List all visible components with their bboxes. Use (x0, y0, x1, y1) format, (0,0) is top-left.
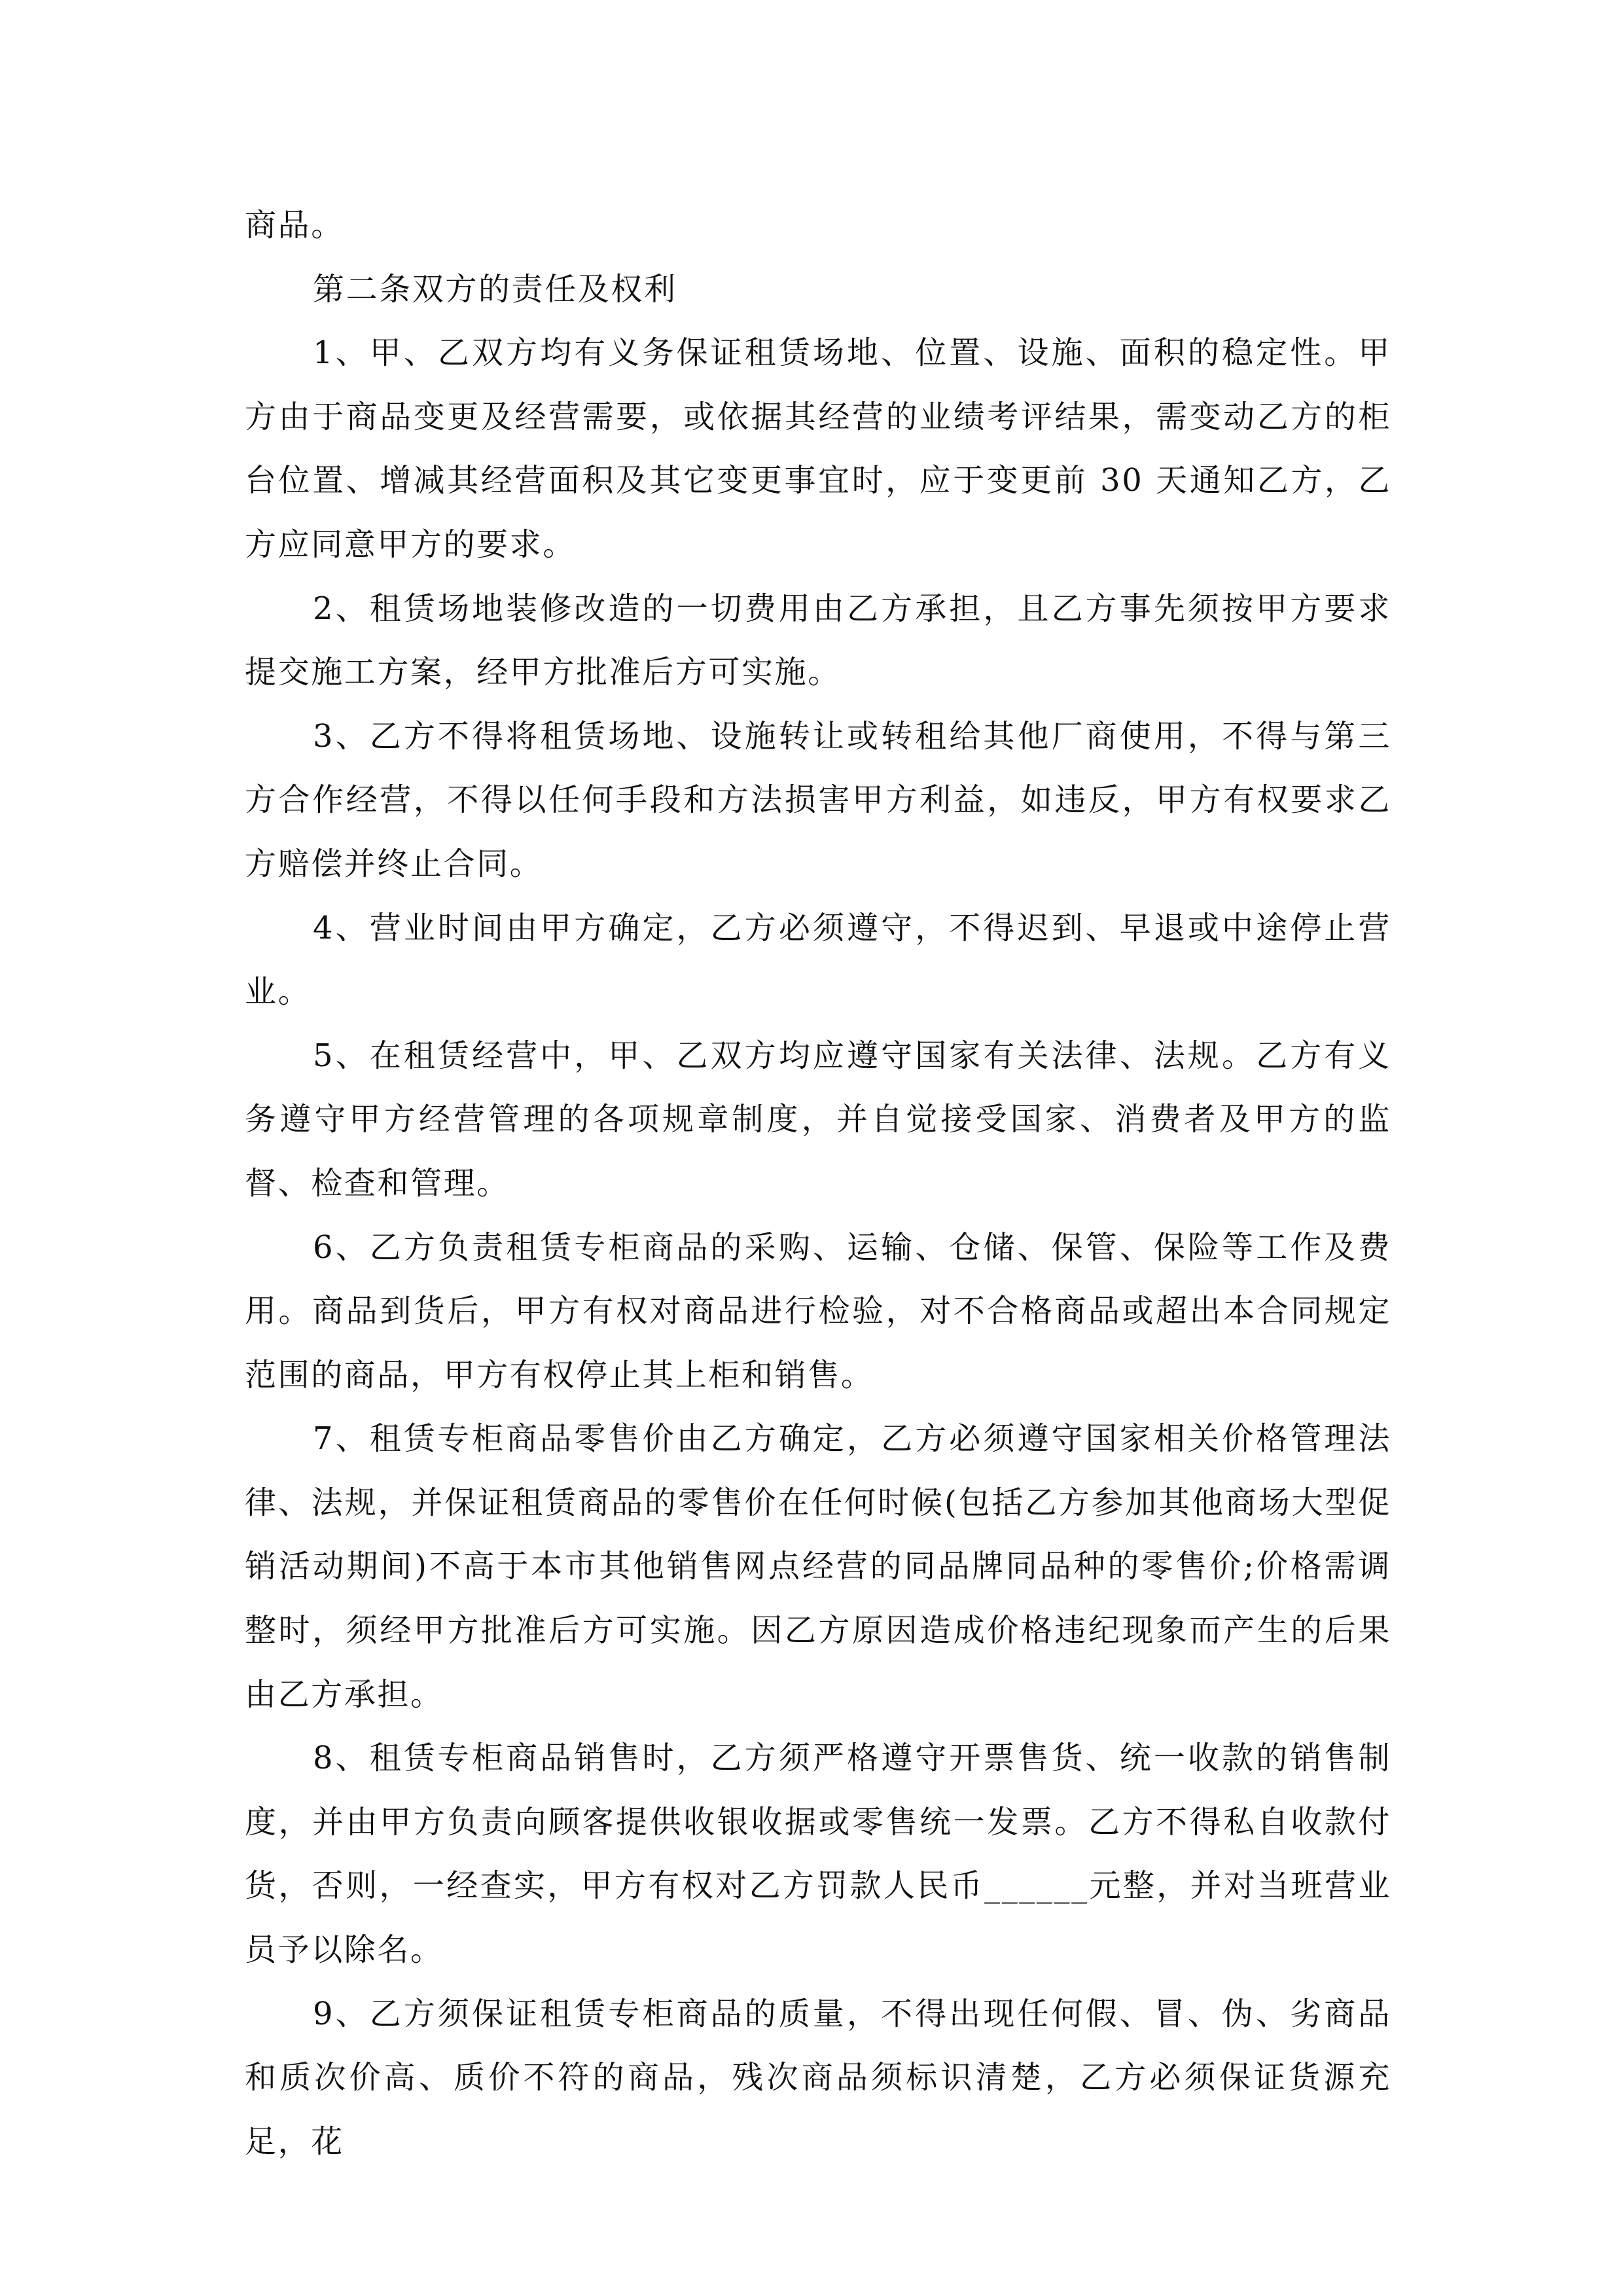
clause-9: 9、乙方须保证租赁专柜商品的质量，不得出现任何假、冒、伪、劣商品和质次价高、质价不符的商品，残次商品须标识清楚，乙方必须保证货源充足，花 (245, 1995, 1391, 2160)
paragraph-continuation: 商品。 (245, 207, 344, 243)
clause-5: 5、在租赁经营中，甲、乙双方均应遵守国家有关法律、法规。乙方有义务遵守甲方经营管理的各项规章制度，并自觉接受国家、消费者及甲方的监督、检查和管理。 (245, 1037, 1391, 1202)
clause-6: 6、乙方负责租赁专柜商品的采购、运输、仓储、保管、保险等工作及费用。商品到货后，甲方有权对商品进行检验，对不合格商品或超出本合同规定范围的商品，甲方有权停止其上柜和销售。 (245, 1229, 1391, 1393)
clause-4: 4、营业时间由甲方确定，乙方必须遵守，不得迟到、早退或中途停止营业。 (245, 909, 1391, 1011)
document-body (245, 194, 1391, 2174)
clause-7: 7、租赁专柜商品零售价由乙方确定，乙方必须遵守国家相关价格管理法律、法规，并保证租赁商品的零售价在任何时候(包括乙方参加其他商场大型促销活动期间)不高于本市其他销售网点经营的同品牌同品种的零售价;价格需调整时，须经甲方批准后方可实施。因乙方原因造成价格违纪现象而产生的后果由乙方承担。 (245, 1420, 1391, 1713)
clause-1: 1、甲、乙双方均有义务保证租赁场地、位置、设施、面积的稳定性。甲方由于商品变更及经营需要，或依据其经营的业绩考评结果，需变动乙方的柜台位置、增减其经营面积及其它变更事宜时，应于变更前 30 天通知乙方，乙方应同意甲方的要求。 (245, 334, 1391, 563)
clause-8: 8、租赁专柜商品销售时，乙方须严格遵守开票售货、统一收款的销售制度，并由甲方负责向顾客提供收银收据或零售统一发票。乙方不得私自收款付货，否则，一经查实，甲方有权对乙方罚款人民币______元整，并对当班营业员予以除名。 (245, 1740, 1391, 1969)
clause-2: 2、租赁场地装修改造的一切费用由乙方承担，且乙方事先须按甲方要求提交施工方案，经甲方批准后方可实施。 (245, 590, 1391, 691)
section-heading: 第二条双方的责任及权利 (313, 270, 677, 308)
clause-3: 3、乙方不得将租赁场地、设施转让或转租给其他厂商使用，不得与第三方合作经营，不得以任何手段和方法损害甲方利益，如违反，甲方有权要求乙方赔偿并终止合同。 (245, 717, 1391, 882)
